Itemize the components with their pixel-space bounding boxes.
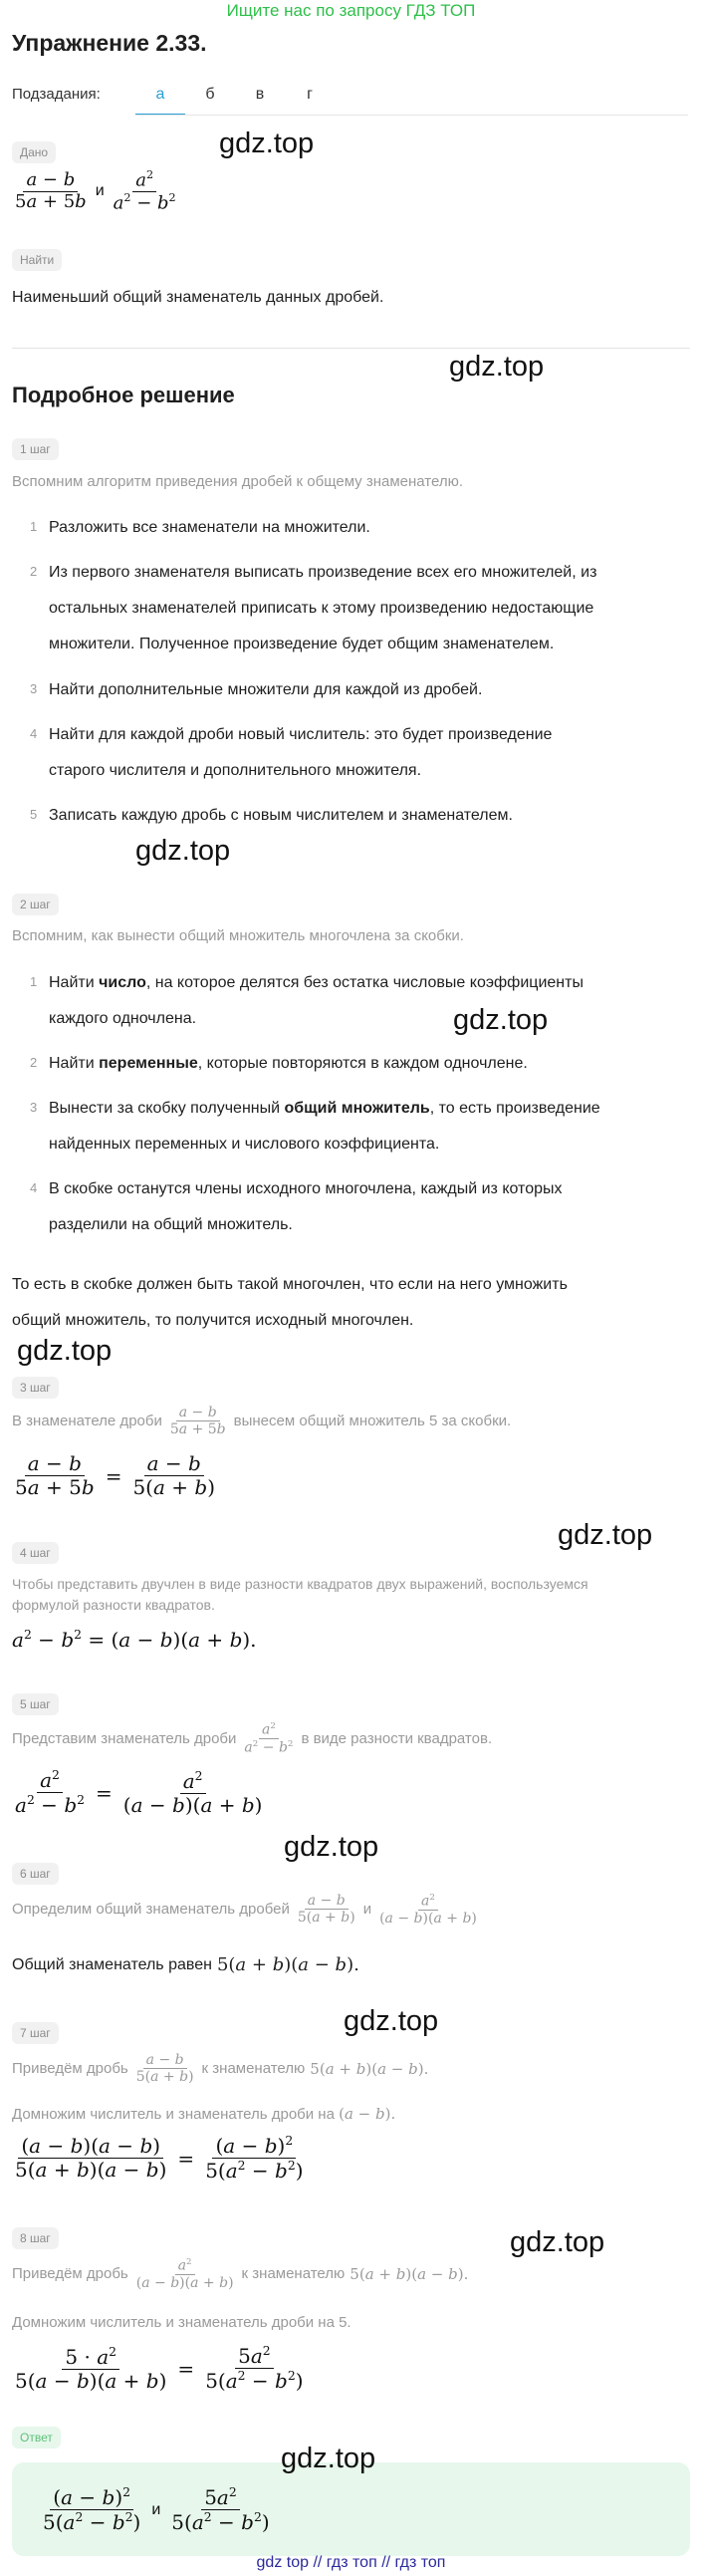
step8-text-b: к знаменателю bbox=[241, 2265, 346, 2283]
promo-banner[interactable]: Ищите нас по запросу ГДЗ ТОП bbox=[226, 1, 476, 20]
given-badge: Дано bbox=[12, 141, 56, 163]
step8-text: Приведём дробь $\frac{a^2}{(a - b)(a + b)}$ к знаменателю 5(a + b)(a − b). bbox=[12, 2257, 469, 2291]
step7-text-a: Приведём дробь bbox=[12, 2060, 128, 2078]
step4-formula: $a^2 - b^2 = (a - b)(a + b)$. bbox=[12, 1627, 257, 1653]
step6-result-text: Общий знаменатель равен bbox=[12, 1955, 212, 1973]
step5-badge: 5 шаг bbox=[12, 1693, 59, 1715]
watermark: gdz.top bbox=[344, 2005, 439, 2037]
watermark: gdz.top bbox=[453, 1004, 549, 1036]
step6-text-a: Определим общий знаменатель дробей bbox=[12, 1901, 290, 1919]
list-item-cont: остальных знаменателей приписать к этому произведению недостающие bbox=[49, 600, 594, 617]
list-text: , то есть произведение bbox=[429, 1100, 600, 1117]
section-divider bbox=[12, 348, 690, 349]
list-item: В скобке останутся члены исходного многочлена, каждый из которых bbox=[49, 1180, 563, 1197]
list-item: Из первого знаменателя выписать произведение всех его множителей, из bbox=[49, 564, 597, 581]
given-formula: $\frac{a - b}{5a + 5b}$ и $\frac{a^2}{a^2 - b^2}$ bbox=[15, 168, 176, 214]
list-text: Найти bbox=[49, 1055, 100, 1072]
watermark: gdz.top bbox=[558, 1519, 653, 1551]
step5-text-b: в виде разности квадратов. bbox=[301, 1729, 493, 1747]
bottom-links[interactable]: gdz top // гдз топ // гдз топ bbox=[256, 2554, 446, 2571]
subtasks-label: Подзадания: bbox=[12, 86, 101, 103]
watermark: gdz.top bbox=[510, 2226, 605, 2258]
watermark: gdz.top bbox=[284, 1831, 379, 1863]
list-item: Разложить все знаменатели на множители. bbox=[49, 519, 370, 536]
step4-badge: 4 шаг bbox=[12, 1542, 59, 1564]
tab-b[interactable]: б bbox=[205, 86, 215, 103]
page-title: Упражнение 2.33. bbox=[12, 30, 207, 56]
watermark: gdz.top bbox=[219, 128, 315, 159]
step7-formula: $\frac{(a - b)(a - b)}{5(a + b)(a - b)}$ = $\frac{(a - b)^2}{5(a^2 - b^2)}$ bbox=[15, 2133, 304, 2184]
step4-text: формулой разности квадратов. bbox=[12, 1597, 215, 1613]
step3-text-a: В знаменателе дроби bbox=[12, 1413, 162, 1430]
list-item: Найти для каждой дроби новый числитель: это будет произведение bbox=[49, 726, 553, 743]
list-number: 4 bbox=[30, 1180, 38, 1195]
list-number: 5 bbox=[30, 807, 38, 822]
watermark: gdz.top bbox=[17, 1335, 113, 1367]
step6-badge: 6 шаг bbox=[12, 1863, 59, 1885]
list-text: Вынести за скобку полученный bbox=[49, 1100, 285, 1117]
step6-text: Определим общий знаменатель дробей $\frac{a - b}{5(a + b)}$ и $\frac{a^2}{(a - b)(a + b)}$ bbox=[12, 1893, 477, 1927]
list-text: , которые повторяются в каждом одночлене. bbox=[197, 1055, 528, 1072]
watermark: gdz.top bbox=[449, 351, 545, 383]
step5-text-a: Представим знаменатель дроби bbox=[12, 1729, 237, 1747]
step5-text: Представим знаменатель дроби $\frac{a^2}{a^2 - b^2}$ в виде разности квадратов. bbox=[12, 1721, 493, 1756]
list-number: 1 bbox=[30, 974, 38, 989]
answer-conj: и bbox=[151, 2500, 161, 2518]
find-text: Наименьший общий знаменатель данных дробей. bbox=[12, 289, 384, 306]
list-item: Найти дополнительные множители для каждой из дробей. bbox=[49, 681, 483, 698]
subtask-tabs bbox=[135, 78, 335, 116]
step8-formula: $\frac{5 \cdot a^2}{5(a - b)(a + b)}$ = $\frac{5a^2}{5(a^2 - b^2)}$ bbox=[15, 2343, 304, 2394]
list-item-cont: старого числителя и дополнительного множителя. bbox=[49, 762, 422, 779]
tabs-divider bbox=[135, 115, 688, 116]
step3-badge: 3 шаг bbox=[12, 1377, 59, 1399]
step2-badge: 2 шаг bbox=[12, 894, 59, 915]
tab-v[interactable]: в bbox=[255, 86, 265, 103]
list-item bbox=[49, 1046, 528, 1082]
given-conj: и bbox=[95, 182, 105, 200]
list-text: , на которое делятся без остатка числовые коэффициенты bbox=[145, 974, 584, 991]
step2-intro: Вспомним, как вынести общий множитель многочлена за скобки. bbox=[12, 927, 464, 944]
step3-text-b: вынесем общий множитель 5 за скобки. bbox=[233, 1413, 512, 1430]
step2-after: общий множитель, то получится исходный многочлен. bbox=[12, 1312, 414, 1329]
tab-a[interactable]: а bbox=[135, 78, 185, 116]
step3-text: В знаменателе дроби $\frac{a - b}{5a + 5b}$ вынесем общий множитель 5 за скобки. bbox=[12, 1405, 512, 1438]
list-item: Записать каждую дробь с новым числителем и знаменателем. bbox=[49, 807, 513, 824]
step7-badge: 7 шаг bbox=[12, 2022, 59, 2044]
list-item-cont: найденных переменных и числового коэффициента. bbox=[49, 1136, 440, 1153]
list-item-cont: разделили на общий множитель. bbox=[49, 1216, 293, 1233]
answer-badge: Ответ bbox=[12, 2427, 61, 2448]
list-item bbox=[49, 1091, 600, 1127]
step1-intro: Вспомним алгоритм приведения дробей к общему знаменателю. bbox=[12, 473, 464, 490]
step7-mult: Домножим числитель и знаменатель дроби на (a − b). bbox=[12, 2105, 396, 2123]
step7-mult-text: Домножим числитель и знаменатель дроби на bbox=[12, 2106, 335, 2123]
list-emph: общий множитель bbox=[284, 1100, 430, 1117]
step4-text: Чтобы представить двучлен в виде разности квадратов двух выражений, воспользуемся bbox=[12, 1576, 588, 1592]
step6-result: Общий знаменатель равен 5(a + b)(a − b). bbox=[12, 1954, 359, 1975]
step8-mult: Домножим числитель и знаменатель дроби на 5. bbox=[12, 2314, 351, 2331]
list-emph: переменные bbox=[99, 1055, 198, 1072]
step2-after: То есть в скобке должен быть такой многочлен, что если на него умножить bbox=[12, 1276, 568, 1293]
step7-text: Приведём дробь $\frac{a - b}{5(a + b)}$ к знаменателю 5(a + b)(a − b). bbox=[12, 2052, 429, 2086]
list-number: 4 bbox=[30, 726, 38, 741]
watermark: gdz.top bbox=[135, 835, 231, 867]
step7-text-b: к знаменателю bbox=[201, 2060, 306, 2078]
step8-text-a: Приведём дробь bbox=[12, 2265, 128, 2283]
list-number: 2 bbox=[30, 564, 38, 579]
list-item-cont: каждого одночлена. bbox=[49, 1010, 197, 1027]
list-text: Найти bbox=[49, 974, 100, 991]
list-number: 3 bbox=[30, 1100, 38, 1115]
solution-heading: Подробное решение bbox=[12, 383, 235, 407]
find-badge: Найти bbox=[12, 249, 62, 271]
step8-badge: 8 шаг bbox=[12, 2227, 59, 2249]
step6-conj: и bbox=[362, 1901, 372, 1919]
list-item bbox=[49, 965, 584, 1001]
step3-formula: $\frac{a - b}{5a + 5b}$ = $\frac{a - b}{5(a + b)}$ bbox=[15, 1451, 216, 1499]
list-item-cont: множители. Полученное произведение будет общим знаменателем. bbox=[49, 636, 555, 652]
list-emph: число bbox=[99, 974, 146, 991]
list-number: 3 bbox=[30, 681, 38, 696]
watermark: gdz.top bbox=[281, 2443, 376, 2474]
answer-formula: $\frac{(a - b)^2}{5(a^2 - b^2)}$ и $\frac{5a^2}{5(a^2 - b^2)}$ bbox=[43, 2484, 270, 2535]
list-number: 2 bbox=[30, 1055, 38, 1070]
step1-badge: 1 шаг bbox=[12, 438, 59, 460]
list-number: 1 bbox=[30, 519, 38, 534]
step5-formula: $\frac{a^2}{a^2 - b^2}$ = $\frac{a^2}{(a - b)(a + b)}$ bbox=[15, 1767, 263, 1818]
tab-g[interactable]: г bbox=[307, 86, 313, 103]
